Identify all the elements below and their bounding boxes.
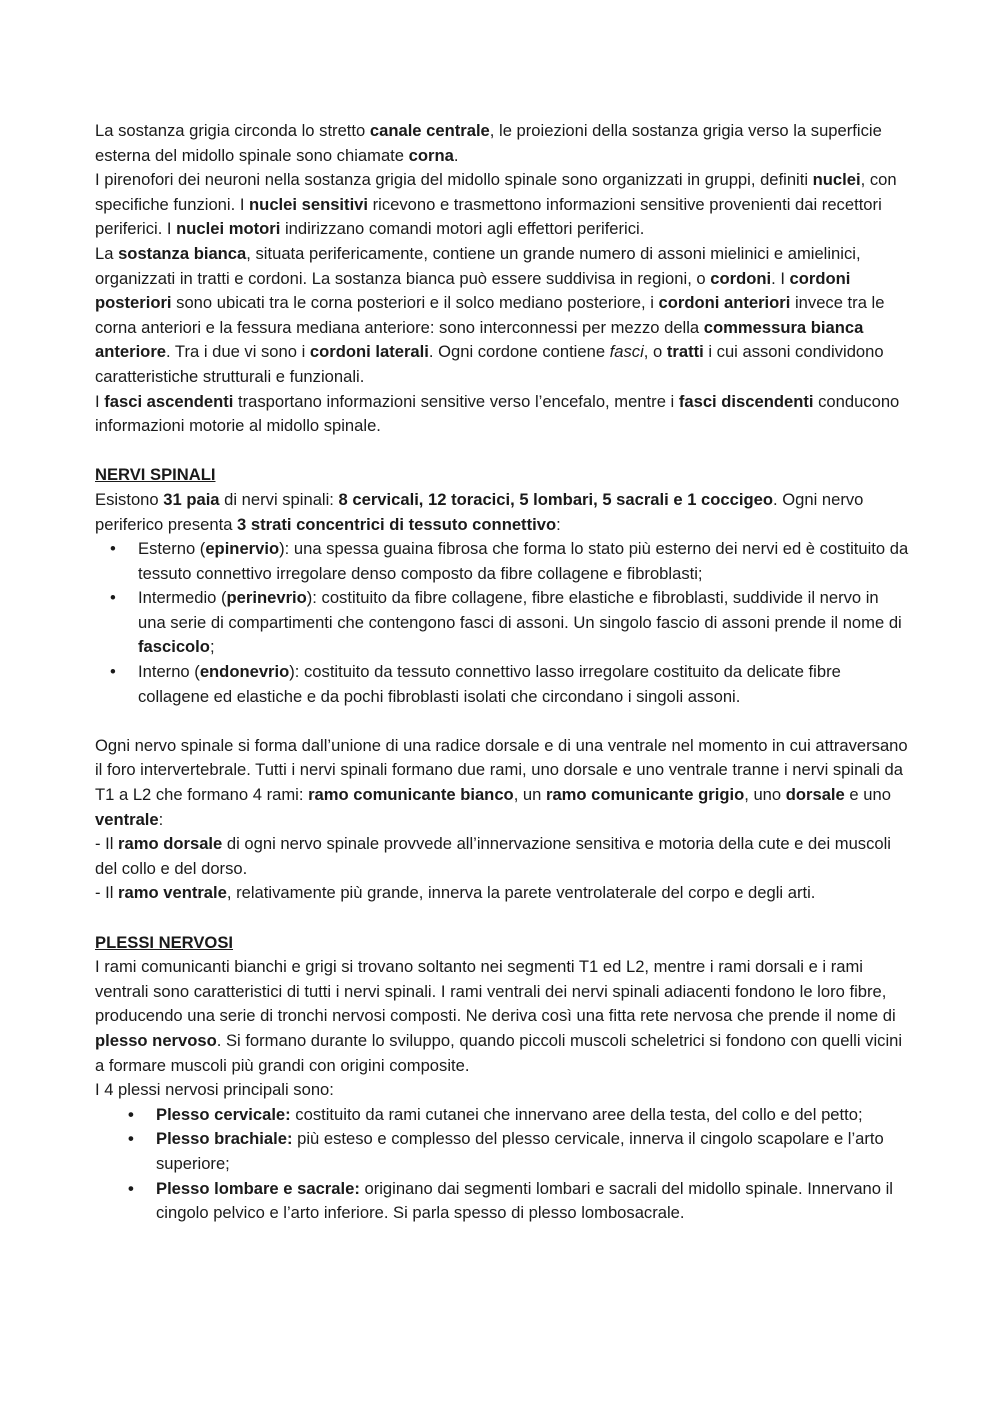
text-run: La — [95, 243, 119, 263]
bold-term: sostanza bianca — [118, 243, 247, 263]
text-run: Esterno ( — [138, 539, 206, 559]
paragraph-sostanza-bianca — [95, 242, 910, 390]
text-run: più esteso e complesso del plesso cervicale, innerva il cingolo scapolare e l’arto superiore; — [156, 1129, 884, 1173]
text-run: di nervi spinali: — [219, 489, 339, 509]
bold-term: ramo dorsale — [118, 834, 223, 854]
text-run: . Ogni nervo periferico presenta — [95, 489, 864, 534]
paragraph-ramo-dorsale — [95, 832, 910, 881]
text-run: costituito da rami cutanei che innervano aree della testa, del collo e del petto; — [290, 1104, 863, 1124]
text-run: . — [453, 145, 459, 165]
text-run: Ogni nervo spinale si forma dall’unione di una radice dorsale e di una ventrale nel momento in cui attraversano il foro intervertebrale. Tutti i nervi spinali formano due rami, uno dorsale e uno ventrale tranne i nervi spinali da T1 a L2 che formano 4 rami: — [95, 735, 908, 805]
bold-term: Plesso cervicale: — [156, 1104, 291, 1124]
bold-term: nuclei motori — [176, 219, 281, 239]
spacer — [95, 709, 910, 734]
paragraph-paia-nervi — [95, 488, 910, 537]
list-item-epinervio — [95, 537, 910, 586]
list-item-plesso-cervicale — [95, 1103, 910, 1128]
list-item-plesso-lombosacrale — [95, 1177, 910, 1226]
bold-term: 3 strati concentrici di tessuto connettivo — [237, 514, 557, 534]
bold-term: dorsale — [785, 785, 845, 805]
text-run: e uno — [844, 785, 891, 805]
paragraph-rami — [95, 734, 910, 832]
text-run: ): una spessa guaina fibrosa che forma lo stato più esterno dei nervi ed è costituito da tessuto connettivo irregolare denso composto da fibre collagene e fibroblasti; — [138, 539, 909, 583]
bold-term: nuclei — [812, 170, 861, 190]
bold-term: epinervio — [205, 539, 280, 559]
text-run: , un — [513, 785, 546, 805]
bold-term: 31 paia — [163, 489, 220, 509]
text-run: Intermedio ( — [138, 588, 227, 608]
bold-term: commessura bianca anteriore — [95, 317, 864, 362]
text-run: . Tra i due vi sono i — [166, 342, 310, 362]
text-run: La sostanza grigia circonda lo stretto — [95, 121, 370, 140]
paragraph-canale-centrale — [95, 119, 910, 168]
text-run: : — [556, 514, 561, 534]
paragraph-nuclei — [95, 168, 910, 242]
paragraph-ramo-ventrale — [95, 881, 910, 906]
text-run: ): costituito da fibre collagene, fibre elastiche e fibroblasti, suddivide il nervo in una serie di compartimenti che contengono fasci di assoni. Un singolo fascio di assoni prende il nome di — [138, 588, 902, 632]
bold-term: cordoni laterali — [309, 342, 429, 362]
text-run: trasportano informazioni sensitive verso l’encefalo, mentre i — [233, 391, 679, 411]
text-run: I rami comunicanti bianchi e grigi si trovano soltanto nei segmenti T1 ed L2, mentre i rami dorsali e i rami ventrali sono caratteristici di tutti i nervi spinali. I rami ventrali dei nervi spinali adiacenti fondono le loro fibre, producendo una serie di tronchi nervosi composti. Ne deriva così una fitta rete nervosa che prende il nome di — [95, 957, 896, 1026]
text-run: , uno — [744, 785, 786, 805]
plexus-list — [95, 1103, 910, 1226]
list-item-perinevrio — [95, 586, 910, 660]
bold-term: fasci discendenti — [678, 391, 814, 411]
text-run: I 4 plessi nervosi principali sono: — [95, 1080, 334, 1100]
bold-term: perinevrio — [226, 588, 307, 608]
text-run: I pirenofori dei neuroni nella sostanza grigia del midollo spinale sono organizzati in gruppi, definiti — [95, 170, 813, 190]
bold-term: cordoni — [710, 268, 772, 288]
list-item-plesso-brachiale — [95, 1127, 910, 1176]
text-run: - Il — [95, 883, 119, 903]
text-run: originano dai segmenti lombari e sacrali del midollo spinale. Innervano il cingolo pelvico e l’arto inferiore. Si parla spesso di plesso lombosacrale. — [156, 1178, 893, 1223]
bold-term: ventrale — [95, 809, 159, 829]
bold-term: endonevrio — [199, 662, 290, 682]
text-run: - Il — [95, 834, 119, 854]
bold-term: plesso nervoso — [95, 1030, 217, 1050]
paragraph-plessi-principali — [95, 1078, 910, 1103]
text-run: . Si formano durante lo sviluppo, quando piccoli muscoli scheletrici si fondono con quelli vicini a formare muscoli più grandi con origini composite. — [95, 1030, 903, 1075]
list-item-endonevrio — [95, 660, 910, 709]
text-run: Interno ( — [138, 662, 200, 682]
bold-term: corna — [408, 145, 454, 165]
spacer — [95, 439, 910, 464]
text-run: ): costituito da tessuto connettivo lasso irregolare costituito da delicate fibre collagene ed elastiche e da pochi fibroblasti isolati che circondano i singoli assoni. — [138, 662, 841, 706]
text-run: conducono informazioni motorie al midollo spinale. — [95, 391, 900, 436]
text-run: : — [158, 809, 164, 829]
bold-term: cordoni anteriori — [658, 293, 791, 313]
bold-term: tratti — [666, 342, 704, 362]
italic-term: fasci — [609, 342, 644, 362]
text-run: indirizzano comandi motori agli effettori periferici. — [280, 219, 645, 239]
text-run: invece tra le corna anteriori e la fessura mediana anteriore: sono interconnessi per mezzo della — [95, 293, 885, 337]
text-run: I — [95, 391, 105, 411]
bold-term: fasci ascendenti — [104, 391, 234, 411]
connective-layers-list — [95, 537, 910, 709]
bold-term: Plesso lombare e sacrale: — [156, 1178, 360, 1198]
bold-term: nuclei sensitivi — [249, 194, 369, 214]
text-run: , situata perifericamente, contiene un grande numero di assoni mielinici e amielinici, organizzati in tratti e cordoni. La sostanza bianca può essere suddivisa in regioni, o — [95, 243, 861, 288]
bold-term: fascicolo — [138, 637, 210, 657]
text-run: , le proiezioni della sostanza grigia verso la superficie esterna del midollo spinale sono chiamate — [95, 121, 882, 165]
bold-term: ramo ventrale — [118, 883, 227, 903]
text-run: i cui assoni condividono caratteristiche strutturali e funzionali. — [95, 342, 884, 386]
text-run: , o — [643, 342, 667, 362]
text-run: di ogni nervo spinale provvede all’innervazione sensitiva e motoria della cute e dei muscoli del collo e del dorso. — [95, 834, 891, 878]
section-heading-plessi-nervosi: PLESSI NERVOSI — [95, 932, 234, 952]
text-run: , relativamente più grande, innerva la parete ventrolaterale del corpo e degli arti. — [226, 883, 816, 903]
text-run: ricevono e trasmettono informazioni sensitive provenienti dai recettori periferici. I — [95, 194, 882, 239]
document-page — [95, 119, 910, 1226]
bold-term: ramo comunicante grigio — [545, 785, 745, 805]
bold-term: Plesso brachiale: — [156, 1129, 293, 1149]
bold-term: canale centrale — [369, 121, 490, 140]
text-run: . I — [771, 268, 790, 288]
bold-term: ramo comunicante bianco — [308, 785, 514, 805]
text-run: , con specifiche funzioni. I — [95, 170, 897, 214]
paragraph-fasci — [95, 390, 910, 439]
text-run: . Ogni cordone contiene — [428, 342, 610, 362]
text-run: sono ubicati tra le corna posteriori e il solco mediano posteriore, i — [171, 293, 659, 313]
paragraph-plesso-nervoso — [95, 955, 910, 1078]
bold-term: 8 cervicali, 12 toracici, 5 lombari, 5 sacrali e 1 coccigeo — [338, 489, 773, 509]
text-run: Esistono — [95, 489, 164, 509]
section-heading-nervi-spinali: NERVI SPINALI — [95, 465, 216, 485]
spacer — [95, 906, 910, 931]
text-run: ; — [209, 637, 215, 657]
bold-term: cordoni posteriori — [95, 268, 851, 313]
